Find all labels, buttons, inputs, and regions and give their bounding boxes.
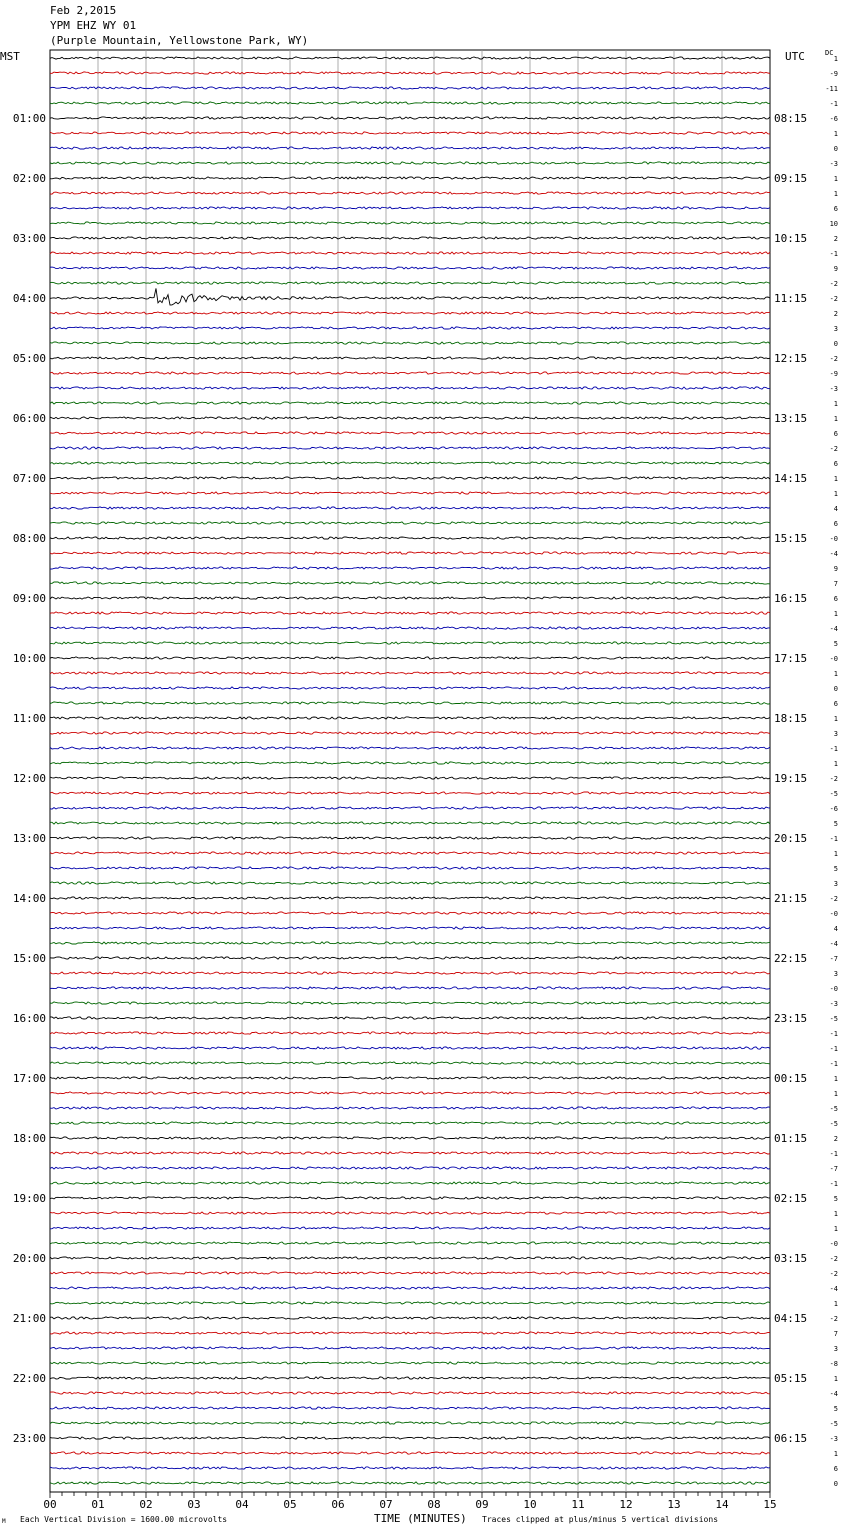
right-hour-label: 05:15 (774, 1372, 808, 1385)
seismic-trace (50, 387, 770, 389)
seismic-trace (50, 1272, 770, 1274)
seismic-trace (50, 762, 770, 764)
dc-offset-value: -9 (829, 70, 838, 78)
seismic-trace (50, 447, 770, 449)
dc-offset-value: 2 (833, 1135, 838, 1143)
dc-offset-value: 1 (833, 610, 838, 618)
seismic-trace (50, 1392, 770, 1394)
dc-offset-value: -2 (829, 1315, 838, 1323)
seismic-trace (50, 1377, 770, 1379)
seismic-trace (50, 957, 770, 959)
seismic-trace (50, 1347, 770, 1349)
left-hour-label: 05:00 (12, 352, 46, 365)
dc-offset-value: 6 (833, 460, 838, 468)
seismic-trace (50, 1452, 770, 1454)
dc-offset-value: -5 (829, 1120, 838, 1128)
dc-offset-value: 5 (833, 865, 838, 873)
dc-offset-value: 10 (829, 220, 838, 228)
dc-offset-value: -2 (829, 895, 838, 903)
right-hour-label: 03:15 (774, 1252, 808, 1265)
dc-offset-value: -1 (829, 250, 838, 258)
dc-offset-value: -1 (829, 1060, 838, 1068)
x-tick-label: 10 (523, 1498, 537, 1511)
dc-offset-value: -8 (829, 1360, 838, 1368)
dc-offset-value: 1 (833, 400, 838, 408)
dc-offset-value: 1 (833, 1450, 838, 1458)
seismic-trace (50, 1362, 770, 1364)
dc-offset-value: 1 (833, 130, 838, 138)
seismic-trace (50, 1182, 770, 1184)
seismic-trace (50, 477, 770, 479)
seismic-trace (50, 1137, 770, 1139)
dc-offset-value: 1 (833, 670, 838, 678)
seismic-trace (50, 507, 770, 509)
seismic-trace (50, 1317, 770, 1319)
seismic-trace (50, 627, 770, 629)
right-hour-label: 19:15 (774, 772, 808, 785)
dc-offset-value: -2 (829, 775, 838, 783)
dc-offset-value: 6 (833, 520, 838, 528)
left-hour-label: 03:00 (12, 232, 46, 245)
dc-offset-value: 6 (833, 595, 838, 603)
dc-offset-value: 1 (833, 1300, 838, 1308)
dc-offset-value: 5 (833, 1195, 838, 1203)
seismic-trace (50, 702, 770, 704)
seismic-trace (50, 792, 770, 794)
seismic-trace (50, 732, 770, 734)
dc-offset-value: 1 (833, 55, 838, 63)
seismic-trace (50, 537, 770, 539)
seismic-trace (50, 612, 770, 614)
left-hour-label: 11:00 (12, 712, 46, 725)
seismic-trace (50, 1092, 770, 1094)
seismic-trace (50, 1227, 770, 1229)
seismic-trace (50, 927, 770, 929)
left-hour-label: 12:00 (12, 772, 46, 785)
seismic-trace (50, 252, 770, 254)
right-hour-label: 08:15 (774, 112, 808, 125)
left-hour-label: 09:00 (12, 592, 46, 605)
right-timezone-label: UTC (785, 50, 805, 63)
dc-offset-value: -4 (829, 940, 838, 948)
dc-offset-value: 1 (833, 1090, 838, 1098)
seismic-trace (50, 1167, 770, 1169)
x-tick-label: 11 (571, 1498, 585, 1511)
dc-offset-value: -4 (829, 625, 838, 633)
seismic-trace (50, 1422, 770, 1424)
dc-offset-value: 3 (833, 880, 838, 888)
seismic-trace (50, 867, 770, 869)
seismic-trace (50, 237, 770, 239)
seismic-trace (50, 1017, 770, 1019)
header-location: (Purple Mountain, Yellowstone Park, WY) (50, 34, 309, 47)
seismic-trace (50, 837, 770, 839)
right-hour-label: 02:15 (774, 1192, 808, 1205)
seismic-trace (50, 117, 770, 119)
right-hour-label: 23:15 (774, 1012, 808, 1025)
seismic-trace (50, 342, 770, 344)
dc-offset-value: 2 (833, 235, 838, 243)
x-tick-label: 03 (187, 1498, 201, 1511)
seismic-trace (50, 642, 770, 644)
left-hour-label: 14:00 (12, 892, 46, 905)
seismic-trace (50, 1047, 770, 1049)
dc-offset-value: -1 (829, 1150, 838, 1158)
right-hour-label: 18:15 (774, 712, 808, 725)
dc-offset-value: 1 (833, 1075, 838, 1083)
dc-offset-value: 6 (833, 205, 838, 213)
dc-offset-value: -3 (829, 1000, 838, 1008)
dc-offset-value: 0 (833, 340, 838, 348)
x-tick-label: 15 (763, 1498, 777, 1511)
right-hour-label: 12:15 (774, 352, 808, 365)
left-hour-label: 22:00 (12, 1372, 46, 1385)
right-hour-label: 22:15 (774, 952, 808, 965)
dc-offset-value: 1 (833, 1210, 838, 1218)
seismic-trace (50, 1242, 770, 1244)
seismic-trace (50, 972, 770, 974)
dc-offset-value: -1 (829, 745, 838, 753)
seismic-trace (50, 327, 770, 329)
right-hour-label: 17:15 (774, 652, 808, 665)
left-hour-label: 23:00 (12, 1432, 46, 1445)
seismic-trace (50, 1482, 770, 1484)
seismic-trace (50, 1122, 770, 1124)
seismic-trace (50, 717, 770, 719)
seismic-trace (50, 72, 770, 74)
seismic-trace (50, 1032, 770, 1034)
dc-offset-value: -7 (829, 1165, 838, 1173)
dc-offset-value: -2 (829, 295, 838, 303)
right-hour-label: 11:15 (774, 292, 808, 305)
dc-offset-value: 1 (833, 415, 838, 423)
dc-offset-value: -6 (829, 115, 838, 123)
seismic-trace (50, 807, 770, 809)
seismic-trace (50, 1152, 770, 1154)
dc-offset-value: 1 (833, 475, 838, 483)
dc-offset-value: -11 (825, 85, 838, 93)
dc-offset-value: -0 (829, 655, 838, 663)
seismic-trace (50, 417, 770, 419)
header-station: YPM EHZ WY 01 (50, 19, 137, 32)
seismic-trace (50, 672, 770, 674)
seismic-trace (50, 852, 770, 854)
x-tick-label: 07 (379, 1498, 393, 1511)
plot-frame (50, 50, 770, 1492)
left-hour-label: 08:00 (12, 532, 46, 545)
seismic-trace (50, 402, 770, 404)
seismic-trace (50, 1002, 770, 1004)
dc-offset-value: -2 (829, 355, 838, 363)
vertical-division-note: Each Vertical Division = 1600.00 microvolts (20, 1515, 228, 1524)
dc-offset-header: DC (825, 49, 834, 57)
right-hour-label: 06:15 (774, 1432, 808, 1445)
seismic-trace (50, 882, 770, 884)
seismic-trace (50, 522, 770, 524)
dc-offset-value: 4 (833, 925, 838, 933)
x-tick-label: 05 (283, 1498, 297, 1511)
left-hour-label: 13:00 (12, 832, 46, 845)
clip-note: Traces clipped at plus/minus 5 vertical divisions (482, 1515, 719, 1524)
seismic-trace (50, 1062, 770, 1064)
corner-mark: M (2, 1518, 6, 1525)
dc-offset-value: 1 (833, 175, 838, 183)
dc-offset-value: 0 (833, 1480, 838, 1488)
left-hour-label: 19:00 (12, 1192, 46, 1205)
dc-offset-value: -2 (829, 445, 838, 453)
dc-offset-value: -6 (829, 805, 838, 813)
dc-offset-value: -5 (829, 1015, 838, 1023)
left-hour-label: 01:00 (12, 112, 46, 125)
dc-offset-value: 5 (833, 820, 838, 828)
seismic-trace (50, 942, 770, 944)
x-tick-label: 08 (427, 1498, 441, 1511)
seismic-trace (50, 1287, 770, 1289)
dc-offset-value: 6 (833, 700, 838, 708)
x-tick-label: 09 (475, 1498, 489, 1511)
x-tick-label: 01 (91, 1498, 105, 1511)
right-hour-label: 09:15 (774, 172, 808, 185)
dc-offset-value: 7 (833, 1330, 838, 1338)
seismic-trace (50, 1437, 770, 1439)
dc-offset-value: 0 (833, 145, 838, 153)
dc-offset-value: 3 (833, 730, 838, 738)
dc-offset-value: -1 (829, 100, 838, 108)
x-tick-label: 12 (619, 1498, 633, 1511)
seismic-trace (50, 582, 770, 584)
dc-offset-value: 5 (833, 1405, 838, 1413)
dc-offset-value: 9 (833, 265, 838, 273)
seismic-trace (50, 267, 770, 269)
seismic-trace (50, 657, 770, 659)
dc-offset-value: -2 (829, 280, 838, 288)
left-hour-label: 16:00 (12, 1012, 46, 1025)
x-axis-title: TIME (MINUTES) (374, 1512, 467, 1525)
dc-offset-value: -7 (829, 955, 838, 963)
left-hour-label: 21:00 (12, 1312, 46, 1325)
right-hour-label: 16:15 (774, 592, 808, 605)
seismic-trace (50, 462, 770, 464)
dc-offset-value: -3 (829, 385, 838, 393)
dc-offset-value: 0 (833, 685, 838, 693)
right-hour-label: 20:15 (774, 832, 808, 845)
seismic-trace (50, 687, 770, 689)
header-date: Feb 2,2015 (50, 4, 117, 17)
seismic-trace (50, 312, 770, 314)
dc-offset-value: -3 (829, 160, 838, 168)
seismic-trace (50, 372, 770, 374)
dc-offset-value: 1 (833, 190, 838, 198)
seismic-trace (50, 567, 770, 569)
seismic-trace (50, 552, 770, 554)
dc-offset-value: 9 (833, 565, 838, 573)
dc-offset-value: 7 (833, 580, 838, 588)
x-tick-label: 02 (139, 1498, 153, 1511)
seismic-trace (50, 87, 770, 89)
left-hour-label: 17:00 (12, 1072, 46, 1085)
seismic-trace (50, 597, 770, 599)
seismic-trace (50, 132, 770, 134)
left-hour-label: 20:00 (12, 1252, 46, 1265)
x-tick-label: 00 (43, 1498, 57, 1511)
left-hour-label: 06:00 (12, 412, 46, 425)
x-tick-label: 04 (235, 1498, 249, 1511)
seismic-trace (50, 987, 770, 989)
seismic-trace (50, 162, 770, 164)
dc-offset-value: 1 (833, 850, 838, 858)
dc-offset-value: -4 (829, 1390, 838, 1398)
dc-offset-value: -2 (829, 1270, 838, 1278)
seismic-trace (50, 192, 770, 194)
seismic-trace (50, 432, 770, 434)
seismic-trace (50, 357, 770, 359)
right-hour-label: 21:15 (774, 892, 808, 905)
right-hour-label: 15:15 (774, 532, 808, 545)
seismic-trace (50, 1212, 770, 1214)
dc-offset-value: -4 (829, 550, 838, 558)
seismic-trace (50, 822, 770, 824)
left-hour-label: 04:00 (12, 292, 46, 305)
seismic-trace (50, 1107, 770, 1109)
dc-offset-value: 6 (833, 1465, 838, 1473)
right-hour-label: 01:15 (774, 1132, 808, 1145)
left-hour-label: 07:00 (12, 472, 46, 485)
left-hour-label: 10:00 (12, 652, 46, 665)
seismic-trace (50, 912, 770, 914)
seismic-trace (50, 1332, 770, 1334)
seismic-trace (50, 147, 770, 149)
dc-offset-value: 3 (833, 325, 838, 333)
dc-offset-value: 3 (833, 1345, 838, 1353)
seismic-trace (50, 177, 770, 179)
dc-offset-value: 1 (833, 1375, 838, 1383)
x-tick-label: 14 (715, 1498, 729, 1511)
dc-offset-value: 1 (833, 1225, 838, 1233)
seismic-trace (50, 1077, 770, 1079)
dc-offset-value: 2 (833, 310, 838, 318)
right-hour-label: 14:15 (774, 472, 808, 485)
dc-offset-value: 6 (833, 430, 838, 438)
dc-offset-value: -1 (829, 835, 838, 843)
dc-offset-value: -1 (829, 1030, 838, 1038)
dc-offset-value: -1 (829, 1180, 838, 1188)
right-hour-label: 10:15 (774, 232, 808, 245)
dc-offset-value: -3 (829, 1435, 838, 1443)
right-hour-label: 13:15 (774, 412, 808, 425)
left-hour-label: 18:00 (12, 1132, 46, 1145)
dc-offset-value: -0 (829, 535, 838, 543)
dc-offset-value: 3 (833, 970, 838, 978)
dc-offset-value: 1 (833, 760, 838, 768)
seismic-trace (50, 288, 770, 305)
dc-offset-value: -0 (829, 1240, 838, 1248)
seismic-trace (50, 282, 770, 284)
seismic-trace (50, 222, 770, 224)
seismic-trace (50, 897, 770, 899)
seismic-trace (50, 1467, 770, 1469)
right-hour-label: 04:15 (774, 1312, 808, 1325)
dc-offset-value: 5 (833, 640, 838, 648)
seismic-trace (50, 777, 770, 779)
dc-offset-value: -0 (829, 910, 838, 918)
seismic-trace (50, 57, 770, 59)
x-tick-label: 13 (667, 1498, 681, 1511)
dc-offset-value: -5 (829, 790, 838, 798)
seismic-trace (50, 1257, 770, 1259)
seismic-trace (50, 1302, 770, 1304)
dc-offset-value: -5 (829, 1420, 838, 1428)
dc-offset-value: 4 (833, 505, 838, 513)
dc-offset-value: -2 (829, 1255, 838, 1263)
seismic-trace (50, 102, 770, 104)
seismic-trace (50, 1197, 770, 1199)
dc-offset-value: -0 (829, 985, 838, 993)
dc-offset-value: 1 (833, 715, 838, 723)
seismic-trace (50, 492, 770, 494)
dc-offset-value: -5 (829, 1105, 838, 1113)
left-hour-label: 15:00 (12, 952, 46, 965)
left-timezone-label: MST (0, 50, 20, 63)
left-hour-label: 02:00 (12, 172, 46, 185)
dc-offset-value: 1 (833, 490, 838, 498)
x-tick-label: 06 (331, 1498, 345, 1511)
dc-offset-value: -9 (829, 370, 838, 378)
dc-offset-value: -4 (829, 1285, 838, 1293)
dc-offset-value: -1 (829, 1045, 838, 1053)
seismic-trace (50, 1407, 770, 1409)
right-hour-label: 00:15 (774, 1072, 808, 1085)
seismic-trace (50, 207, 770, 209)
seismic-trace (50, 747, 770, 749)
